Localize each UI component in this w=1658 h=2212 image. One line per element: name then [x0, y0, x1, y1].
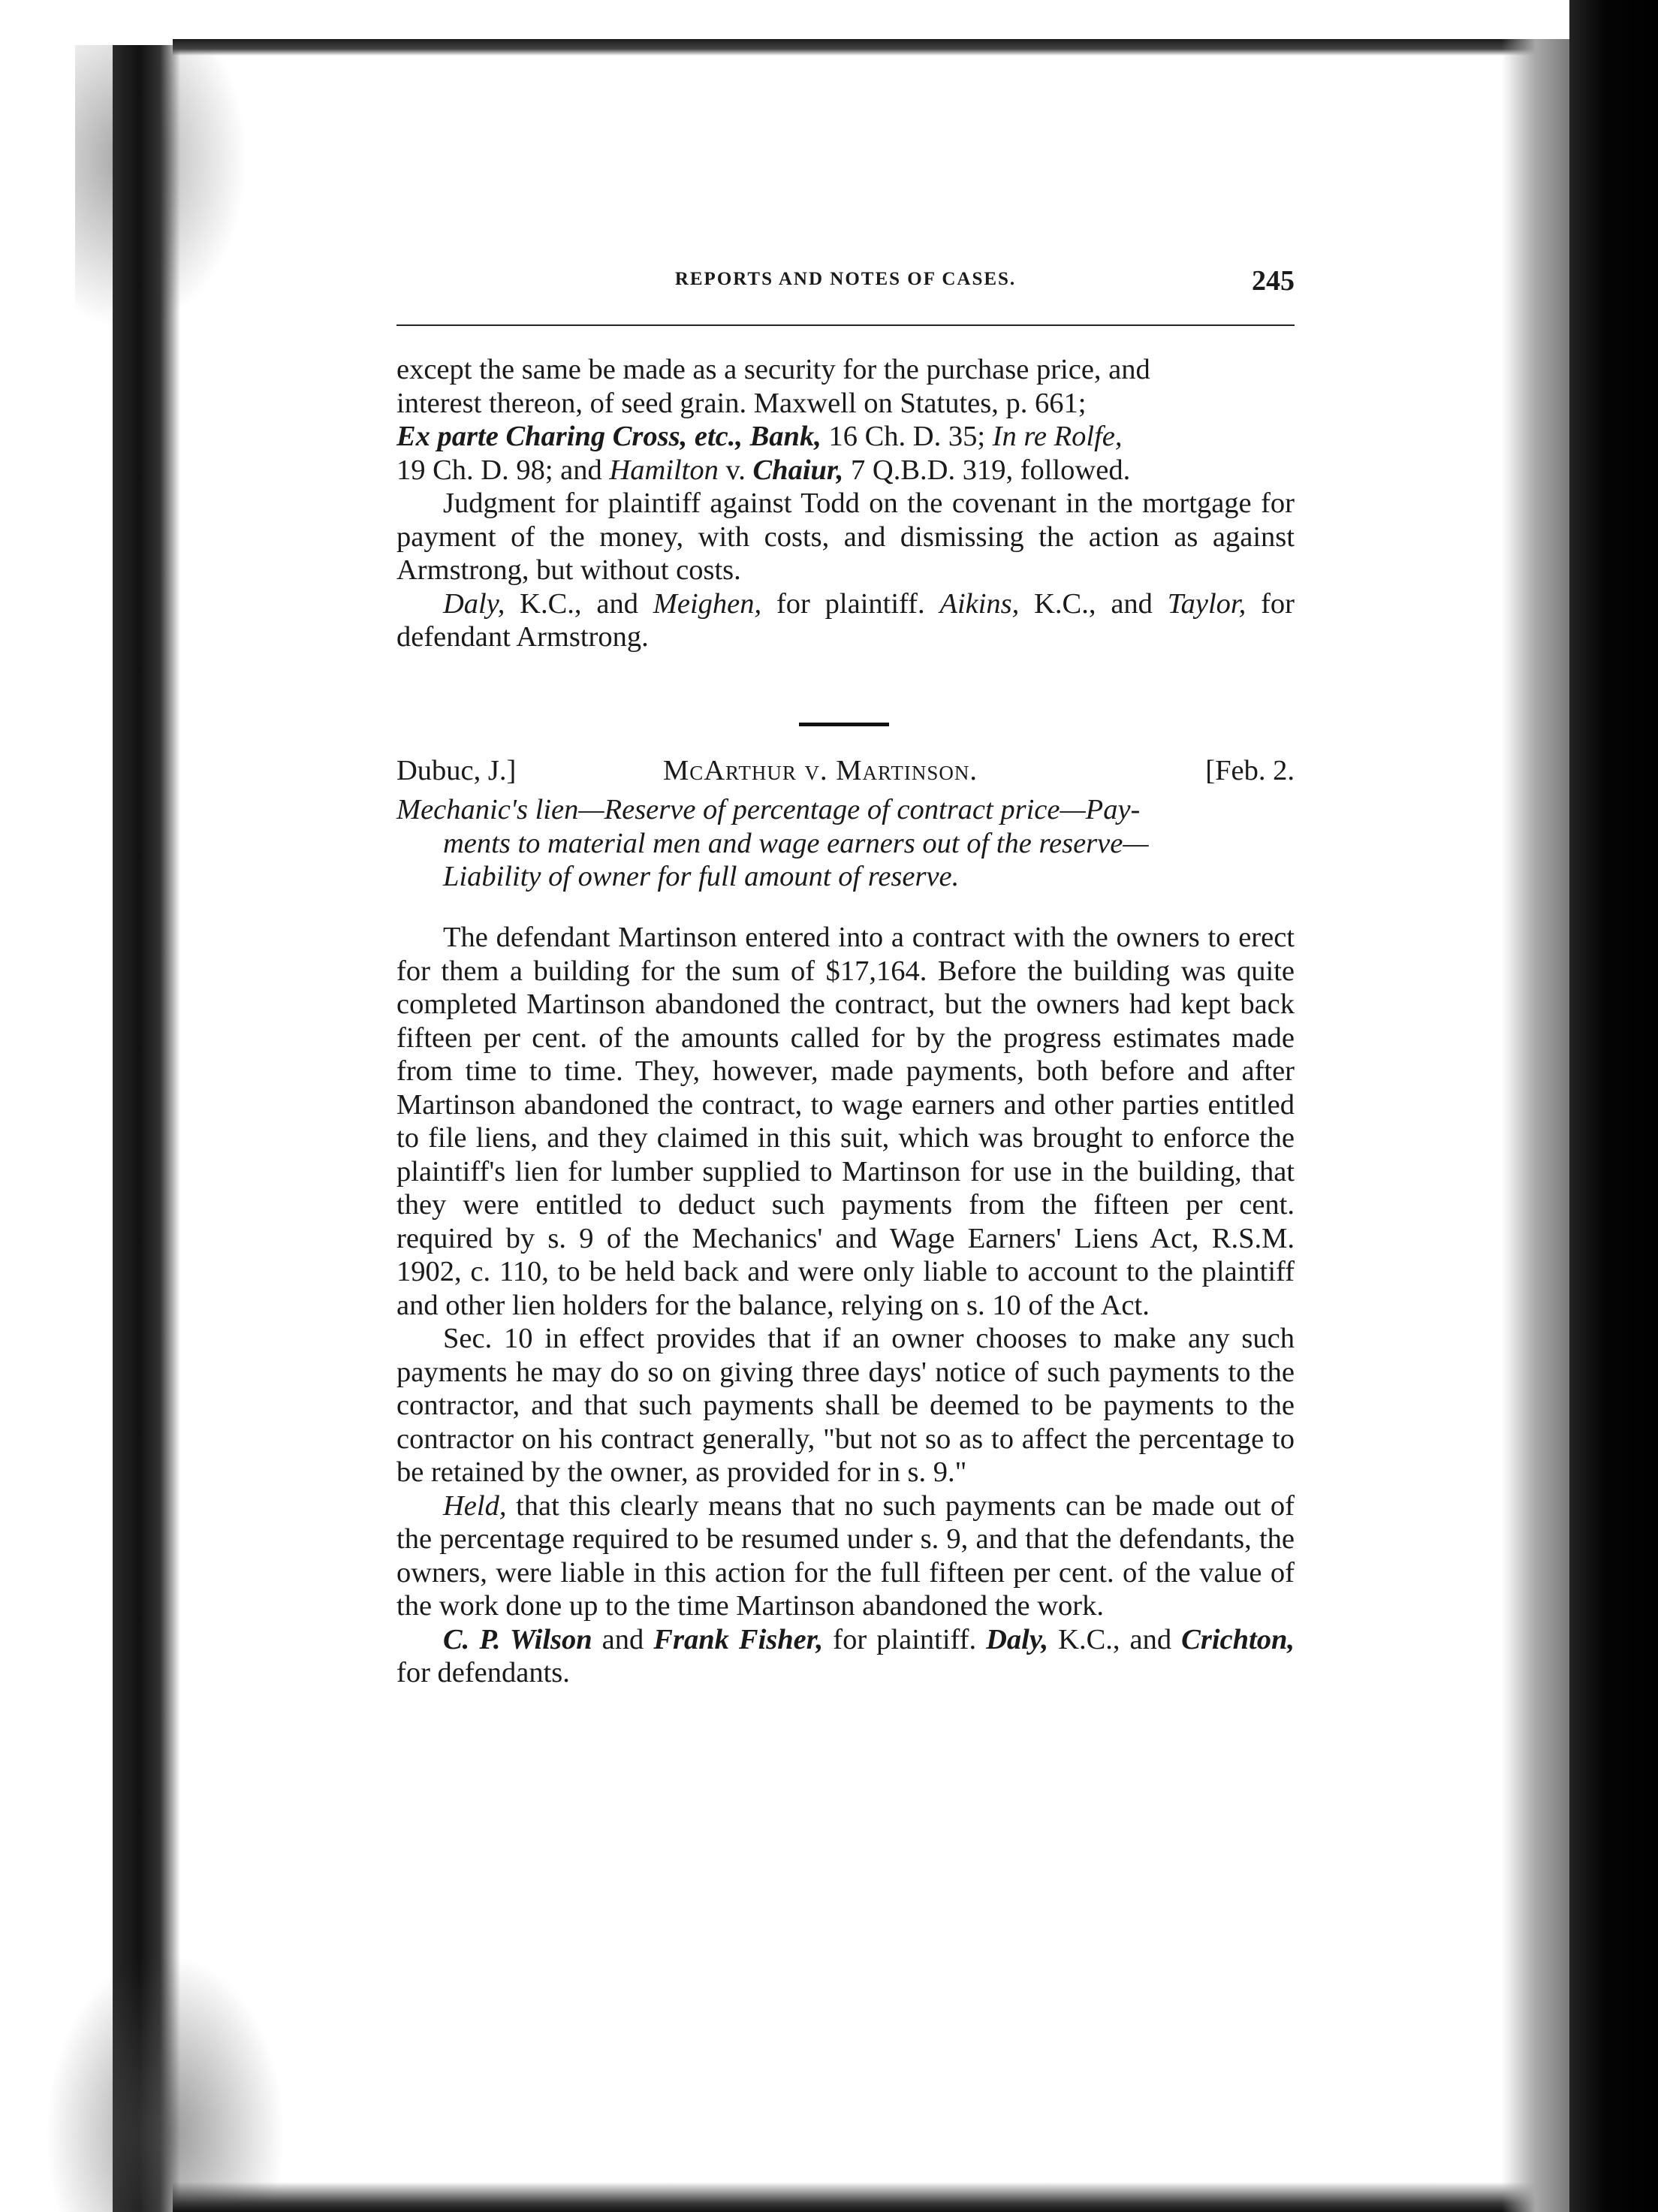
case-name: Ex parte Charing Cross, etc., Bank, [396, 421, 821, 452]
scan-binding-right [1569, 0, 1658, 2212]
headnote [396, 793, 1295, 894]
text-line: interest thereon, of seed grain. Maxwell on Statutes, p. 661; [396, 387, 1087, 419]
scan-binding-left [113, 45, 180, 2212]
case-name: Hamilton [609, 454, 719, 486]
header-rule [396, 324, 1295, 326]
paragraph-held [396, 1489, 1295, 1623]
paragraph-section-10: Sec. 10 in effect provides that if an owner chooses to make any such payments he may do so on giving three days' notice of such payments to the contractor, and that such payments shall be deemed to be payments to the contractor on his contract generally, "but not so as to affect the percentage to be retained by the owner, as provided for in s. 9." [396, 1323, 1295, 1488]
text-span: K.C., and [1019, 587, 1168, 620]
case-name: Chaiur, [752, 454, 844, 486]
counsel-name: Daly, [443, 587, 505, 620]
page-header [396, 264, 1295, 303]
scan-shadow-left-bottom [45, 1953, 285, 2212]
text-span: K.C., and [1048, 1623, 1182, 1655]
case-heading [396, 754, 1295, 792]
text-line: except the same be made as a security for the purchase price, and [396, 354, 1150, 385]
paragraph-facts: The defendant Martinson entered into a contract with the owners to erect for them a building for the sum of $17,164. Before the building was quite completed Martinson abandoned the contract, but the owners had kept back fifteen per cent. of the amounts called for by the progress estimates made from time to time. They, however, made payments, both before and after Martinson abandoned the contract, to wage earners and other parties entitled to file liens, and they claimed in this suit, which was brought to enforce the plaintiff's lien for lumber supplied to Martinson for use in the building, that they were entitled to deduct such payments from the fifteen per cent. required by s. 9 of the Mechanics' and Wage Earners' Liens Act, R.S.M. 1902, c. 110, to be held back and were only liable to account to the plaintiff and other lien holders for the balance, relying on s. 10 of the Act. [396, 922, 1295, 1321]
page-number: 245 [1252, 265, 1295, 297]
case-date: [Feb. 2. [1205, 755, 1295, 786]
held-label: Held, [443, 1489, 507, 1522]
paragraph-judgment: Judgment for plaintiff against Todd on the covenant in the mortgage for payment of the money, with costs, and dismissing the action as against Armstrong, but without costs. [396, 487, 1295, 586]
running-head: REPORTS AND NOTES OF CASES. [674, 269, 1017, 289]
judge: Dubuc, J.] [396, 755, 517, 786]
paragraph-counsel [396, 587, 1295, 654]
text-span: 16 Ch. D. 35; [821, 421, 993, 452]
previous-case-conclusion [396, 353, 1295, 654]
counsel-name: C. P. Wilson [443, 1623, 592, 1655]
counsel-name: Meighen, [653, 587, 762, 620]
counsel-name: Taylor, [1167, 587, 1247, 620]
text-span: v. [718, 454, 753, 486]
case-name: In re Rolfe, [992, 421, 1123, 452]
paragraph-citation [396, 353, 1295, 487]
case-body [396, 921, 1295, 1690]
paragraph-counsel [396, 1623, 1295, 1690]
text-span: for defendant Armstrong. [396, 587, 1295, 653]
text-span: for plaintiff. [823, 1623, 987, 1655]
scan-edge-bottom [173, 2182, 1584, 2212]
text-span: 19 Ch. D. 98; and [396, 454, 610, 486]
text-span: 7 Q.B.D. 319, followed. [843, 454, 1131, 486]
scan-edge-top [173, 39, 1569, 56]
headnote-line: ments to material men and wage earners out of the reserve— [443, 827, 1149, 859]
headnote-line: Mechanic's lien—Reserve of percentage of contract price—Pay- [396, 794, 1141, 825]
counsel-name: Aikins, [939, 587, 1020, 620]
text-span: and [592, 1623, 654, 1655]
counsel-name: Frank Fisher, [653, 1623, 824, 1655]
text-span: K.C., and [505, 587, 653, 620]
case-title: McArthur v. Martinson. [663, 755, 978, 786]
headnote-line: Liability of owner for full amount of reserve. [443, 861, 960, 892]
counsel-name: Daly, [986, 1623, 1049, 1655]
text-span: for plaintiff. [761, 587, 940, 620]
counsel-name: Crichton, [1181, 1623, 1295, 1655]
text-span: that this clearly means that no such payments can be made out of the percentage required to be resumed under s. 9, and that the defendants, the owners, were liable in this action for the full fifteen per cent. of the value of the work done up to the time Martinson abandoned the work. [396, 1489, 1295, 1622]
text-span: for defendants. [396, 1657, 570, 1688]
scan-shadow-right [1502, 39, 1569, 2212]
case-divider [799, 723, 889, 726]
